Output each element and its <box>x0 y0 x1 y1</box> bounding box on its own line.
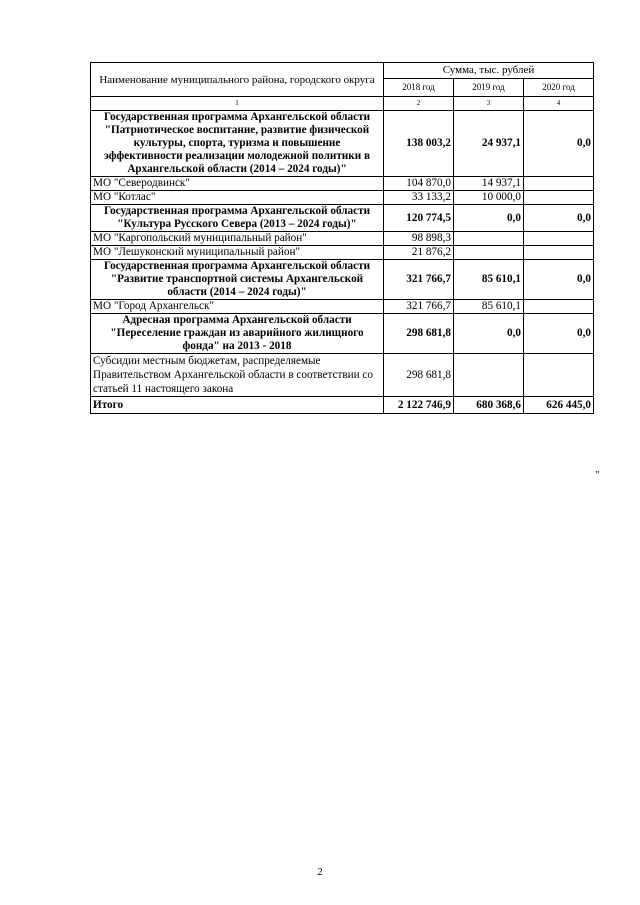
row-name-cell: МО "Лешуконский муниципальный район" <box>91 246 384 260</box>
value-2020-cell: 0,0 <box>524 260 594 300</box>
value-2018-cell: 321 766,7 <box>384 300 454 314</box>
value-2019-cell: 10 000,0 <box>454 191 524 205</box>
program-row <box>91 314 594 354</box>
total-2020-cell: 626 445,0 <box>524 397 594 414</box>
row-name-cell: МО "Котлас" <box>91 191 384 205</box>
row-name-cell: МО "Город Архангельск" <box>91 300 384 314</box>
municipality-row <box>91 232 594 246</box>
total-row <box>91 397 594 414</box>
value-2019-cell <box>454 354 524 397</box>
header-sum-cell: Сумма, тыс. рублей <box>384 63 594 79</box>
row-name-cell: МО "Каргопольский муниципальный район" <box>91 232 384 246</box>
budget-table <box>90 62 594 414</box>
value-2018-cell: 298 681,8 <box>384 354 454 397</box>
header-year-2020: 2020 год <box>524 79 594 97</box>
row-name-cell: МО "Северодвинск" <box>91 177 384 191</box>
value-2019-cell <box>454 232 524 246</box>
value-2020-cell: 0,0 <box>524 314 594 354</box>
municipality-row <box>91 177 594 191</box>
value-2019-cell: 0,0 <box>454 314 524 354</box>
value-2018-cell: 21 876,2 <box>384 246 454 260</box>
value-2020-cell <box>524 246 594 260</box>
value-2018-cell: 321 766,7 <box>384 260 454 300</box>
page-number: 2 <box>317 866 323 878</box>
value-2020-cell: 0,0 <box>524 111 594 177</box>
header-index-4: 4 <box>524 97 594 111</box>
value-2019-cell: 24 937,1 <box>454 111 524 177</box>
value-2020-cell <box>524 300 594 314</box>
value-2018-cell: 120 774,5 <box>384 205 454 232</box>
value-2019-cell: 0,0 <box>454 205 524 232</box>
value-2018-cell: 138 003,2 <box>384 111 454 177</box>
municipality-row <box>91 300 594 314</box>
header-year-2018: 2018 год <box>384 79 454 97</box>
total-label-cell: Итого <box>91 397 384 414</box>
header-year-2019: 2019 год <box>454 79 524 97</box>
row-name-cell: Государственная программа Архангельской области "Развитие транспортной системы Архангельской области (2014 – 2024 годы)" <box>91 260 384 300</box>
municipality-row <box>91 191 594 205</box>
value-2020-cell <box>524 191 594 205</box>
row-name-cell: Государственная программа Архангельской области "Культура Русского Севера (2013 – 2024 годы)" <box>91 205 384 232</box>
row-name-cell: Государственная программа Архангельской области "Патриотическое воспитание, развитие физической культуры, спорта, туризма и повышение эффективности реализации молодежной политики в Архангельской области (2014 – 2024 годы)" <box>91 111 384 177</box>
value-2018-cell: 298 681,8 <box>384 314 454 354</box>
value-2020-cell <box>524 177 594 191</box>
value-2020-cell: 0,0 <box>524 205 594 232</box>
header-index-1: 1 <box>91 97 384 111</box>
value-2018-cell: 104 870,0 <box>384 177 454 191</box>
header-index-3: 3 <box>454 97 524 111</box>
value-2019-cell: 85 610,1 <box>454 300 524 314</box>
program-row <box>91 205 594 232</box>
header-name-cell: Наименование муниципального района, городского округа <box>91 63 384 97</box>
table-body <box>91 63 594 414</box>
value-2018-cell: 98 898,3 <box>384 232 454 246</box>
header-index-row <box>91 97 594 111</box>
value-2019-cell: 14 937,1 <box>454 177 524 191</box>
value-2018-cell: 33 133,2 <box>384 191 454 205</box>
program-row <box>91 111 594 177</box>
header-row <box>91 63 594 79</box>
value-2019-cell <box>454 246 524 260</box>
total-2019-cell: 680 368,6 <box>454 397 524 414</box>
municipality-row <box>91 246 594 260</box>
value-2019-cell: 85 610,1 <box>454 260 524 300</box>
header-index-2: 2 <box>384 97 454 111</box>
closing-quote: " <box>595 469 600 481</box>
program-row <box>91 260 594 300</box>
value-2020-cell <box>524 354 594 397</box>
total-2018-cell: 2 122 746,9 <box>384 397 454 414</box>
row-name-cell: Адресная программа Архангельской области "Переселение граждан из аварийного жилищного фонда" на 2013 - 2018 <box>91 314 384 354</box>
value-2020-cell <box>524 232 594 246</box>
row-name-cell: Субсидии местным бюджетам, распределяемые Правительством Архангельской области в соответствии со статьей 11 настоящего закона <box>91 354 384 397</box>
subsidy-row <box>91 354 594 397</box>
